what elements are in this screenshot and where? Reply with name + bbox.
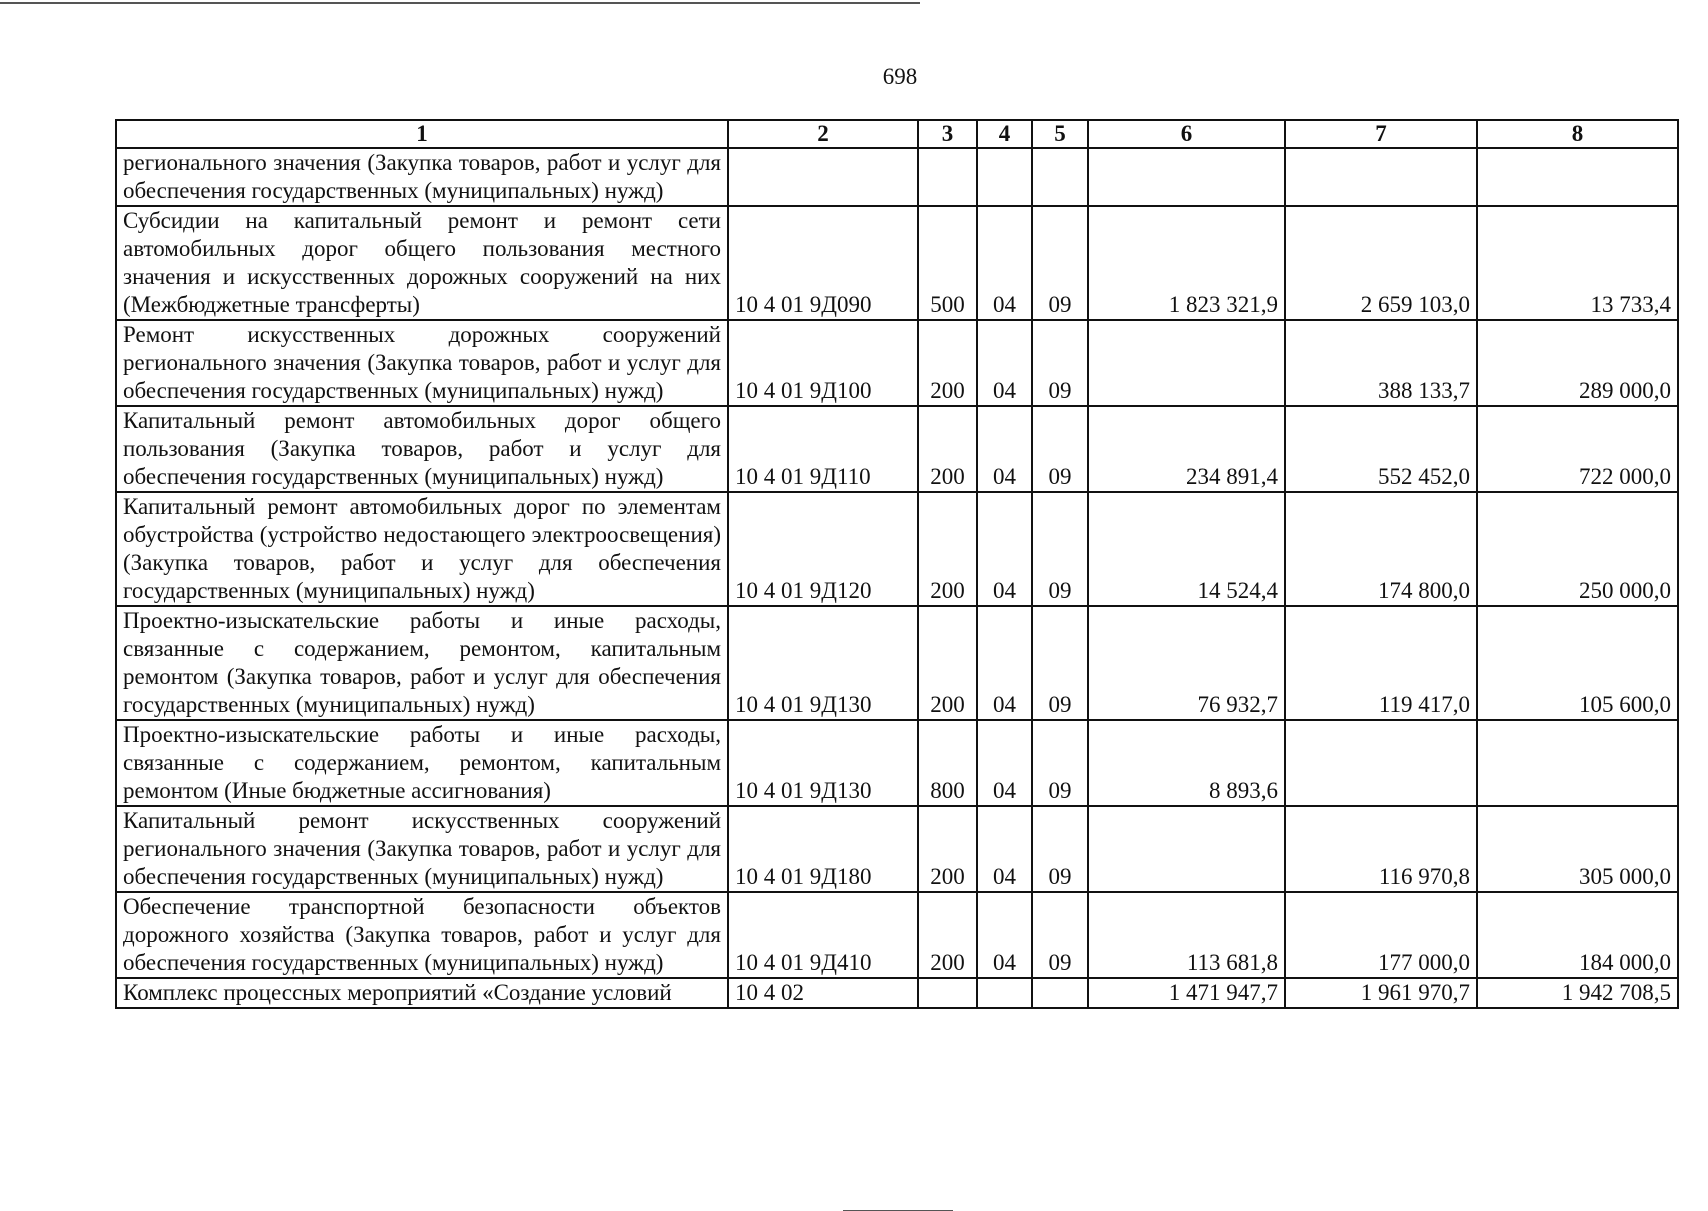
row-subsection: 09	[1032, 492, 1088, 606]
table-row	[116, 406, 1678, 492]
row-value-col6	[1088, 320, 1285, 406]
row-section: 04	[977, 720, 1032, 806]
row-value-col7: 552 452,0	[1285, 406, 1477, 492]
row-subsection: 09	[1032, 320, 1088, 406]
row-expense-type: 200	[918, 406, 977, 492]
row-value-col6: 8 893,6	[1088, 720, 1285, 806]
row-value-col6: 113 681,8	[1088, 892, 1285, 978]
row-subsection: 09	[1032, 720, 1088, 806]
header-col-8: 8	[1477, 120, 1678, 148]
row-target-code: 10 4 01 9Д120	[728, 492, 918, 606]
header-col-4: 4	[977, 120, 1032, 148]
row-target-code: 10 4 01 9Д180	[728, 806, 918, 892]
header-col-6: 6	[1088, 120, 1285, 148]
row-value-col6: 76 932,7	[1088, 606, 1285, 720]
row-subsection: 09	[1032, 806, 1088, 892]
row-target-code: 10 4 01 9Д100	[728, 320, 918, 406]
page-number: 698	[882, 64, 918, 89]
row-subsection	[1032, 978, 1088, 1008]
row-value-col8: 289 000,0	[1477, 320, 1678, 406]
row-value-col7	[1285, 148, 1477, 206]
row-value-col7: 119 417,0	[1285, 606, 1477, 720]
row-value-col8	[1477, 148, 1678, 206]
row-value-col7: 388 133,7	[1285, 320, 1477, 406]
table-row	[116, 492, 1678, 606]
row-description: Капитальный ремонт искусственных сооружений регионального значения (Закупка товаров, работ и услуг для обеспечения государственных (муниципальных) нужд)	[116, 806, 728, 892]
row-section: 04	[977, 406, 1032, 492]
row-section: 04	[977, 206, 1032, 320]
row-section	[977, 148, 1032, 206]
table-row	[116, 806, 1678, 892]
row-section: 04	[977, 606, 1032, 720]
row-expense-type: 200	[918, 492, 977, 606]
row-subsection: 09	[1032, 406, 1088, 492]
row-subsection	[1032, 148, 1088, 206]
row-value-col8: 105 600,0	[1477, 606, 1678, 720]
header-col-1: 1	[116, 120, 728, 148]
row-value-col6	[1088, 806, 1285, 892]
row-expense-type: 200	[918, 606, 977, 720]
row-description: Капитальный ремонт автомобильных дорог общего пользования (Закупка товаров, работ и услуг для обеспечения государственных (муниципальных) нужд)	[116, 406, 728, 492]
header-col-2: 2	[728, 120, 918, 148]
row-target-code: 10 4 01 9Д090	[728, 206, 918, 320]
table-row	[116, 206, 1678, 320]
row-value-col7: 116 970,8	[1285, 806, 1477, 892]
row-value-col7: 177 000,0	[1285, 892, 1477, 978]
table-row	[116, 720, 1678, 806]
table-row	[116, 892, 1678, 978]
row-expense-type: 200	[918, 806, 977, 892]
header-col-5: 5	[1032, 120, 1088, 148]
row-description: Проектно-изыскательские работы и иные расходы, связанные с содержанием, ремонтом, капитальным ремонтом (Иные бюджетные ассигнования)	[116, 720, 728, 806]
header-col-7: 7	[1285, 120, 1477, 148]
row-expense-type: 200	[918, 320, 977, 406]
row-value-col8: 250 000,0	[1477, 492, 1678, 606]
row-value-col7: 174 800,0	[1285, 492, 1477, 606]
row-expense-type: 800	[918, 720, 977, 806]
row-section: 04	[977, 806, 1032, 892]
header-col-3: 3	[918, 120, 977, 148]
row-value-col7: 1 961 970,7	[1285, 978, 1477, 1008]
row-value-col8: 13 733,4	[1477, 206, 1678, 320]
row-value-col7	[1285, 720, 1477, 806]
row-subsection: 09	[1032, 206, 1088, 320]
row-subsection: 09	[1032, 892, 1088, 978]
header-row	[116, 120, 1678, 148]
budget-table	[115, 119, 1679, 1009]
row-expense-type: 200	[918, 892, 977, 978]
row-value-col8: 184 000,0	[1477, 892, 1678, 978]
table-row	[116, 978, 1678, 1008]
row-value-col6: 234 891,4	[1088, 406, 1285, 492]
row-section: 04	[977, 320, 1032, 406]
row-target-code: 10 4 01 9Д410	[728, 892, 918, 978]
row-section	[977, 978, 1032, 1008]
table-row	[116, 148, 1678, 206]
table-row	[116, 320, 1678, 406]
row-value-col8	[1477, 720, 1678, 806]
row-expense-type: 500	[918, 206, 977, 320]
row-target-code: 10 4 02	[728, 978, 918, 1008]
row-value-col8: 722 000,0	[1477, 406, 1678, 492]
row-description: Комплекс процессных мероприятий «Создание условий	[116, 978, 728, 1008]
row-description: регионального значения (Закупка товаров, работ и услуг для обеспечения государственных (муниципальных) нужд)	[116, 148, 728, 206]
row-value-col6: 1 471 947,7	[1088, 978, 1285, 1008]
row-value-col8: 1 942 708,5	[1477, 978, 1678, 1008]
row-description: Ремонт искусственных дорожных сооружений регионального значения (Закупка товаров, работ и услуг для обеспечения государственных (муниципальных) нужд)	[116, 320, 728, 406]
row-target-code: 10 4 01 9Д130	[728, 720, 918, 806]
row-description: Субсидии на капитальный ремонт и ремонт сети автомобильных дорог общего пользования местного значения и искусственных дорожных сооружений на них (Межбюджетные трансферты)	[116, 206, 728, 320]
top-scan-line	[0, 2, 920, 4]
row-value-col6	[1088, 148, 1285, 206]
row-section: 04	[977, 492, 1032, 606]
row-target-code	[728, 148, 918, 206]
table-row	[116, 606, 1678, 720]
row-description: Проектно-изыскательские работы и иные расходы, связанные с содержанием, ремонтом, капитальным ремонтом (Закупка товаров, работ и услуг для обеспечения государственных (муниципальных) нужд)	[116, 606, 728, 720]
row-value-col7: 2 659 103,0	[1285, 206, 1477, 320]
row-description: Обеспечение транспортной безопасности объектов дорожного хозяйства (Закупка товаров, работ и услуг для обеспечения государственных (муниципальных) нужд)	[116, 892, 728, 978]
row-target-code: 10 4 01 9Д130	[728, 606, 918, 720]
row-expense-type	[918, 978, 977, 1008]
row-value-col8: 305 000,0	[1477, 806, 1678, 892]
row-expense-type	[918, 148, 977, 206]
row-section: 04	[977, 892, 1032, 978]
row-value-col6: 1 823 321,9	[1088, 206, 1285, 320]
row-value-col6: 14 524,4	[1088, 492, 1285, 606]
row-subsection: 09	[1032, 606, 1088, 720]
row-target-code: 10 4 01 9Д110	[728, 406, 918, 492]
row-description: Капитальный ремонт автомобильных дорог по элементам обустройства (устройство недостающего электроосвещения) (Закупка товаров, работ и услуг для обеспечения государственных (муниципальных) нужд)	[116, 492, 728, 606]
